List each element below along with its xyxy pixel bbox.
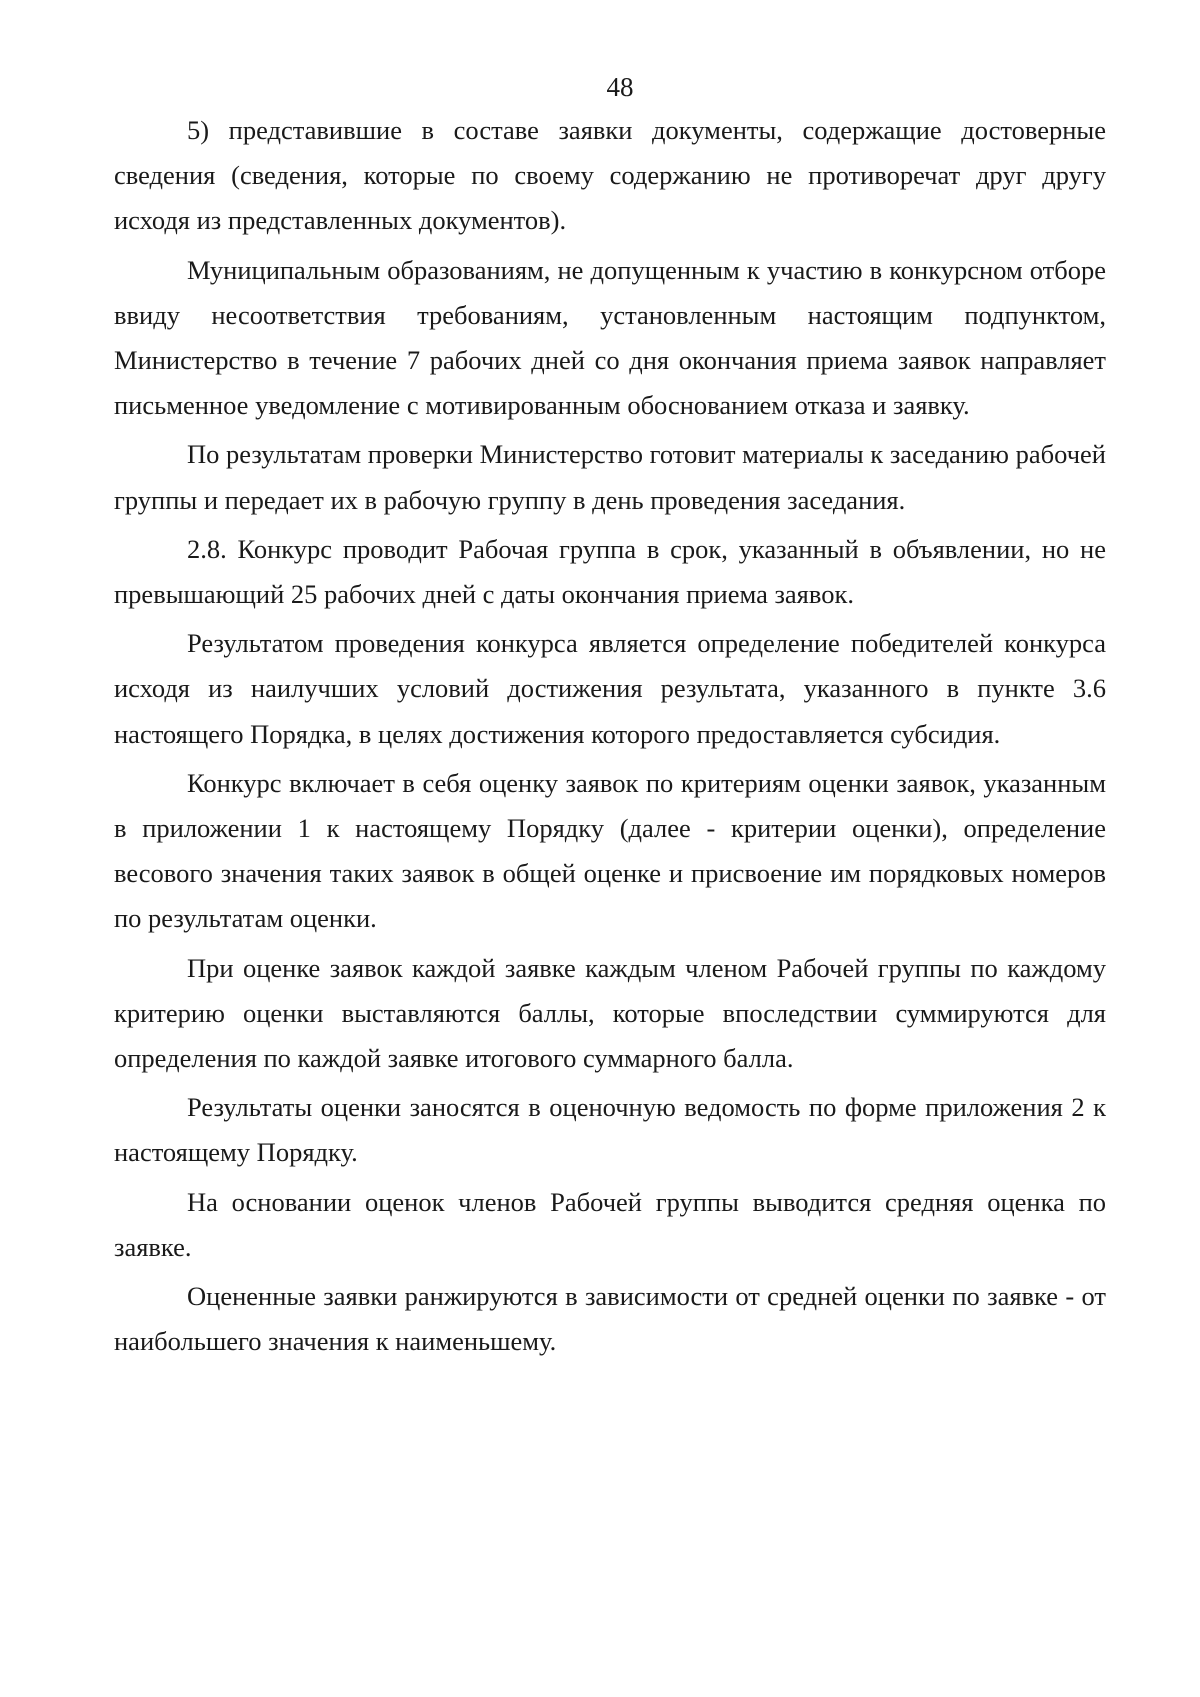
paragraph-rejection-notice: Муниципальным образованиям, не допущенным к участию в конкурсном отборе ввиду несоответствия требованиям, установленным настоящим подпунктом, Министерство в течение 7 рабочих дней со дня окончания приема заявок направляет письменное уведомление с мотивированным обоснованием отказа и заявку. — [114, 254, 1106, 421]
paragraph-section-2-8: 2.8. Конкурс проводит Рабочая группа в срок, указанный в объявлении, но не превышающий 25 рабочих дней с даты окончания приема заявок. — [114, 533, 1106, 610]
paragraph-evaluation-criteria: Конкурс включает в себя оценку заявок по критериям оценки заявок, указанным в приложении 1 к настоящему Порядку (далее - критерии оценки), определение весового значения таких заявок в общей оценке и присвоение им порядковых номеров по результатам оценки. — [114, 767, 1106, 934]
page-number: 48 — [606, 72, 634, 102]
paragraph-item-5: 5) представившие в составе заявки документы, содержащие достоверные сведения (сведения, которые по своему содержанию не противоречат друг другу исходя из представленных документов). — [114, 115, 1106, 236]
paragraph-evaluation-sheet: Результаты оценки заносятся в оценочную ведомость по форме приложения 2 к настоящему Порядку. — [114, 1092, 1106, 1168]
paragraph-contest-result: Результатом проведения конкурса является определение победителей конкурса исходя из наилучших условий достижения результата, указанного в пункте 3.6 настоящего Порядка, в целях достижения которого предоставляется субсидия. — [114, 628, 1106, 749]
document-body — [114, 108, 1106, 1368]
paragraph-materials-preparation: По результатам проверки Министерство готовит материалы к заседанию рабочей группы и передает их в рабочую группу в день проведения заседания. — [114, 439, 1106, 515]
paragraph-scoring: При оценке заявок каждой заявке каждым членом Рабочей группы по каждому критерию оценки выставляются баллы, которые впоследствии суммируются для определения по каждой заявке итогового суммарного балла. — [114, 952, 1106, 1074]
paragraph-average-score: На основании оценок членов Рабочей группы выводится средняя оценка по заявке. — [114, 1186, 1106, 1262]
paragraph-ranking: Оцененные заявки ранжируются в зависимости от средней оценки по заявке - от наибольшего значения к наименьшему. — [114, 1281, 1106, 1357]
